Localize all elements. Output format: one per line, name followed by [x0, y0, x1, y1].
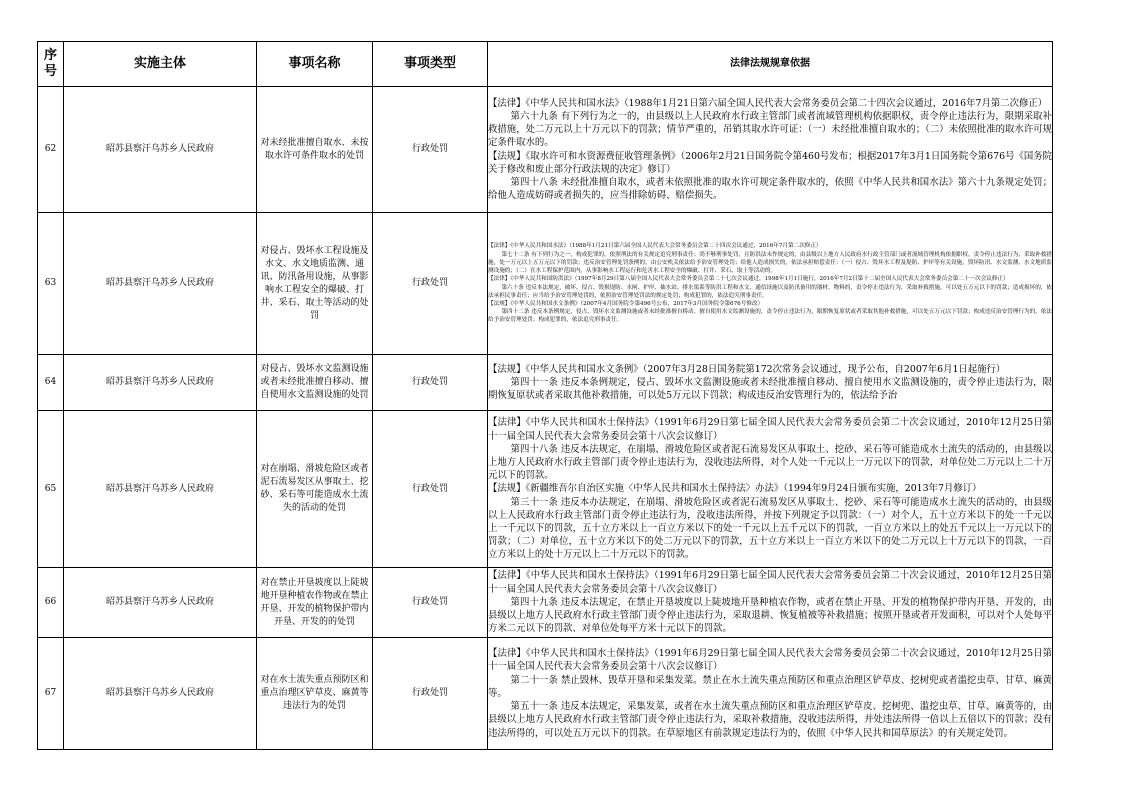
row-item-name: 对侵占、毁坏水工程设施及水文、水文地质监测、通讯、防汛备用设施，从事影响水工程安全的爆破、打井、采石、取土等活动的处罚 [257, 213, 373, 355]
header-subject: 实施主体 [64, 42, 257, 87]
row-legal-basis [488, 213, 1053, 355]
basis-paragraph: 第四十八条 未经批准擅自取水，或者未依照批准的取水许可规定条件取水的，依照《中华人民共和国水法》第六十九条规定处罚；给他人造成妨碍或者损失的，应当排除妨碍、赔偿损失。 [488, 176, 1052, 202]
table-row [38, 638, 1053, 750]
row-subject: 昭苏县察汗乌苏乡人民政府 [64, 568, 257, 638]
basis-paragraph: 第六十九条 有下列行为之一的，由县级以上人民政府水行政主管部门或者流域管理机构依据职权，责令停止违法行为，限期采取补救措施，处二万元以上十万元以下的罚款；情节严重的，吊销其取水许可证：（一）未经批准擅自取水的；（二）未依照批准的取水许可规定条件取水的。 [488, 110, 1052, 149]
basis-paragraph: 第七十二条 有下列行为之一，构成犯罪的，依照刑法的有关规定追究刑事责任；尚不够刑事处罚，且防洪法未作规定的，由县级以上地方人民政府水行政主管部门或者流域管理机构依据职权，责令停止违法行为，采取补救措施，处一万元以上五万元以下的罚款；违反治安管理处罚条例的，由公安机关依法给予治安管理处罚；给他人造成损失的，依法承担赔偿责任：（一）侵占、毁坏水工程及堤防、护岸等有关设施，毁坏防汛、水文监测、水文地质监测设施的；（二）在水工程保护范围内，从事影响水工程运行和危害水工程安全的爆破、打井、采石、取土等活动的。 [488, 251, 1052, 275]
basis-paragraph: 【法规】《新疆维吾尔自治区实施〈中华人民共和国水土保持法〉办法》（1994年9月24日颁布实施，2013年7月修订） [488, 483, 982, 495]
basis-paragraph: 第四十九条 违反本法规定，在禁止开垦坡度以上陡坡地开垦种植农作物，或者在禁止开垦、开发的植物保护带内开垦、开发的，由县级以上地方人民政府水行政主管部门责令停止违法行为，采取退耕、恢复植被等补救措施；按照开垦或者开发面积，可以对个人处每平方米二元以下的罚款、对单位处每平方米十元以下的罚款。 [488, 596, 1052, 635]
row-subject: 昭苏县察汗乌苏乡人民政府 [64, 638, 257, 750]
basis-paragraph: 【法律】《中华人民共和国水土保持法》（1991年6月29日第七届全国人民代表大会常务委员会第二十次会议通过，2010年12月25日第十一届全国人民代表大会常务委员会第十八次会议修订） [488, 417, 1052, 442]
row-no: 65 [38, 411, 64, 568]
basis-paragraph: 第三十一条 违反本办法规定，在崩塌、滑坡危险区或者泥石流易发区从事取土、挖砂、采石等可能造成水土流失的活动的，由县级以上人民政府水行政主管部门责令停止违法行为，没收违法所得，并按下列规定予以罚款：（一）对个人，五十立方米以下的处一千元以上一千元以下的罚款，五十立方米以上一百立方米以下的处一千元以上五千元以下的罚款，一百立方米以上的处五千元以上一万元以下的罚款；（二）对单位，五十立方米以下的处二万元以下的罚款，五十立方米以上一百立方米以下的处二万元以上十万元以下的罚款，一百立方米以上的处十万元以上二十万元以下的罚款。 [488, 496, 1052, 561]
basis-paragraph: 第四十一条 违反本条例规定，侵占、毁坏水文监测设施或者未经批准擅自移动、擅自使用水文监测设施的，责令停止违法行为，限期恢复原状或者采取其他补救措施，可以处5万元以下罚款；构成违反治安管理行为的，依法给予治 [488, 376, 1052, 402]
row-legal-basis [488, 87, 1053, 213]
row-item-name: 对未经批准擅自取水、未按取水许可条件取水的处罚 [257, 87, 373, 213]
row-no: 67 [38, 638, 64, 750]
row-type: 行政处罚 [373, 638, 488, 750]
header-name: 事项名称 [257, 42, 373, 87]
basis-paragraph: 第四十二条 违反本条例规定，侵占、毁坏水文监测设施或者未经批准擅自移动、擅自使用水文监测设施的，责令停止违法行为，限期恢复原状或者采取其他补救措施，可以处五万元以下罚款；构成违反治安管理行为的，依法给予治安管理处罚；构成犯罪的，依法追究刑事责任。 [488, 309, 1052, 324]
table-row [38, 568, 1053, 638]
enforcement-table [37, 41, 1053, 750]
basis-paragraph: 【法规】《取水许可和水资源费征收管理条例》（2006年2月21日国务院令第460号发布；根据2017年3月1日国务院令第676号《国务院关于修改和废止部分行政法规的决定》修订） [488, 150, 1052, 175]
row-no: 63 [38, 213, 64, 355]
row-no: 66 [38, 568, 64, 638]
basis-paragraph: 【法律】《中华人民共和国防洪法》（1997年8月29日第八届全国人民代表大会常务委员会第二十七次会议通过，1998年1月1日施行，2016年7月2日第十二届全国人民代表大会常务委员会第二十一次会议修正） [488, 276, 1009, 283]
row-legal-basis [488, 411, 1053, 568]
row-legal-basis [488, 568, 1053, 638]
row-item-name: 对侵占、毁坏水文监测设施或者未经批准擅自移动、擅自使用水文监测设施的处罚 [257, 355, 373, 411]
row-legal-basis [488, 355, 1053, 411]
basis-paragraph: 第六十条 违反本法规定，破坏、侵占、毁损堤防、水闸、护岸、抽水站、排水渠系等防洪工程和水文、通信设施以及防汛备用的器材、物料的，责令停止违法行为，采取补救措施，可以处五万元以下的罚款；造成损坏的，依法承担民事责任；应当给予治安管理处罚的，依照治安管理处罚法的规定处罚；构成犯罪的，依法追究刑事责任。 [488, 284, 1052, 299]
row-subject: 昭苏县察汗乌苏乡人民政府 [64, 411, 257, 568]
row-no: 64 [38, 355, 64, 411]
basis-paragraph: 第四十八条 违反本法规定，在崩塌、滑坡危险区或者泥石流易发区从事取土、挖砂、采石等可能造成水土流失的活动的，由县级以上地方人民政府水行政主管部门责令停止违法行为，没收违法所得，对个人处一千元以上一万元以下的罚款，对单位处二万元以上二十万元以下的罚款。 [488, 443, 1052, 482]
table-row [38, 213, 1053, 355]
table-row [38, 411, 1053, 568]
basis-paragraph: 【法规】《中华人民共和国水文条例》（2007年4月国务院令第496号公布，2017年3月国务院令第676号修改） [488, 300, 764, 307]
row-item-name: 对在崩塌、滑坡危险区或者泥石流易发区从事取土、挖砂、采石等可能造成水土流失的活动的处罚 [257, 411, 373, 568]
basis-paragraph: 【法律】《中华人民共和国水土保持法》（1991年6月29日第七届全国人民代表大会常务委员会第二十次会议通过，2010年12月25日第十一届全国人民代表大会常务委员会第十八次会议修订） [488, 570, 1052, 595]
header-no: 序号 [38, 42, 64, 87]
basis-paragraph: 第五十一条 违反本法规定，采集发菜，或者在水土流失重点预防区和重点治理区铲草皮、挖树兜、滥挖虫草、甘草、麻黄等的，由县级以上地方人民政府水行政主管部门责令停止违法行为，采取补救措施，没收违法所得，并处违法所得一倍以上五倍以下的罚款；没有违法所得的，可以处五万元以下的罚款。在草原地区有前款规定违法行为的，依照《中华人民共和国草原法》的有关规定处罚。 [488, 701, 1052, 739]
basis-paragraph: 【法律】《中华人民共和国水法》（1988年1月21日第六届全国人民代表大会常务委员会第二十四次会议通过，2016年7月第二次修正） [488, 243, 822, 250]
basis-paragraph: 【法律】《中华人民共和国水土保持法》（1991年6月29日第七届全国人民代表大会常务委员会第二十次会议通过，2010年12月25日第十一届全国人民代表大会常务委员会第十八次会议修订） [488, 648, 1052, 673]
row-subject: 昭苏县察汗乌苏乡人民政府 [64, 213, 257, 355]
row-type: 行政处罚 [373, 411, 488, 568]
basis-paragraph: 第二十一条 禁止毁林、毁草开垦和采集发菜。禁止在水土流失重点预防区和重点治理区铲草皮、挖树兜或者滥挖虫草、甘草、麻黄等。 [488, 674, 1052, 699]
row-type: 行政处罚 [373, 213, 488, 355]
row-type: 行政处罚 [373, 87, 488, 213]
header-type: 事项类型 [373, 42, 488, 87]
header-basis: 法律法规规章依据 [488, 42, 1053, 87]
row-subject: 昭苏县察汗乌苏乡人民政府 [64, 355, 257, 411]
row-item-name: 对在水土流失重点预防区和重点治理区铲草皮、麻黄等违法行为的处罚 [257, 638, 373, 750]
row-item-name: 对在禁止开垦坡度以上陡坡地开垦种植农作物或在禁止开垦、开发的植物保护带内开垦、开发的的处罚 [257, 568, 373, 638]
basis-paragraph: 【法规】《中华人民共和国水文条例》（2007年3月28日国务院第172次常务会议通过，现予公布，自2007年6月1日起施行） [488, 363, 1006, 375]
table-row [38, 355, 1053, 411]
table-row [38, 87, 1053, 213]
row-subject: 昭苏县察汗乌苏乡人民政府 [64, 87, 257, 213]
row-no: 62 [38, 87, 64, 213]
row-legal-basis [488, 638, 1053, 750]
row-type: 行政处罚 [373, 355, 488, 411]
header-row [38, 42, 1053, 87]
row-type: 行政处罚 [373, 568, 488, 638]
basis-paragraph: 【法律】《中华人民共和国水法》（1988年1月21日第六届全国人民代表大会常务委员会第二十四次会议通过，2016年7月第二次修正） [488, 97, 1048, 109]
